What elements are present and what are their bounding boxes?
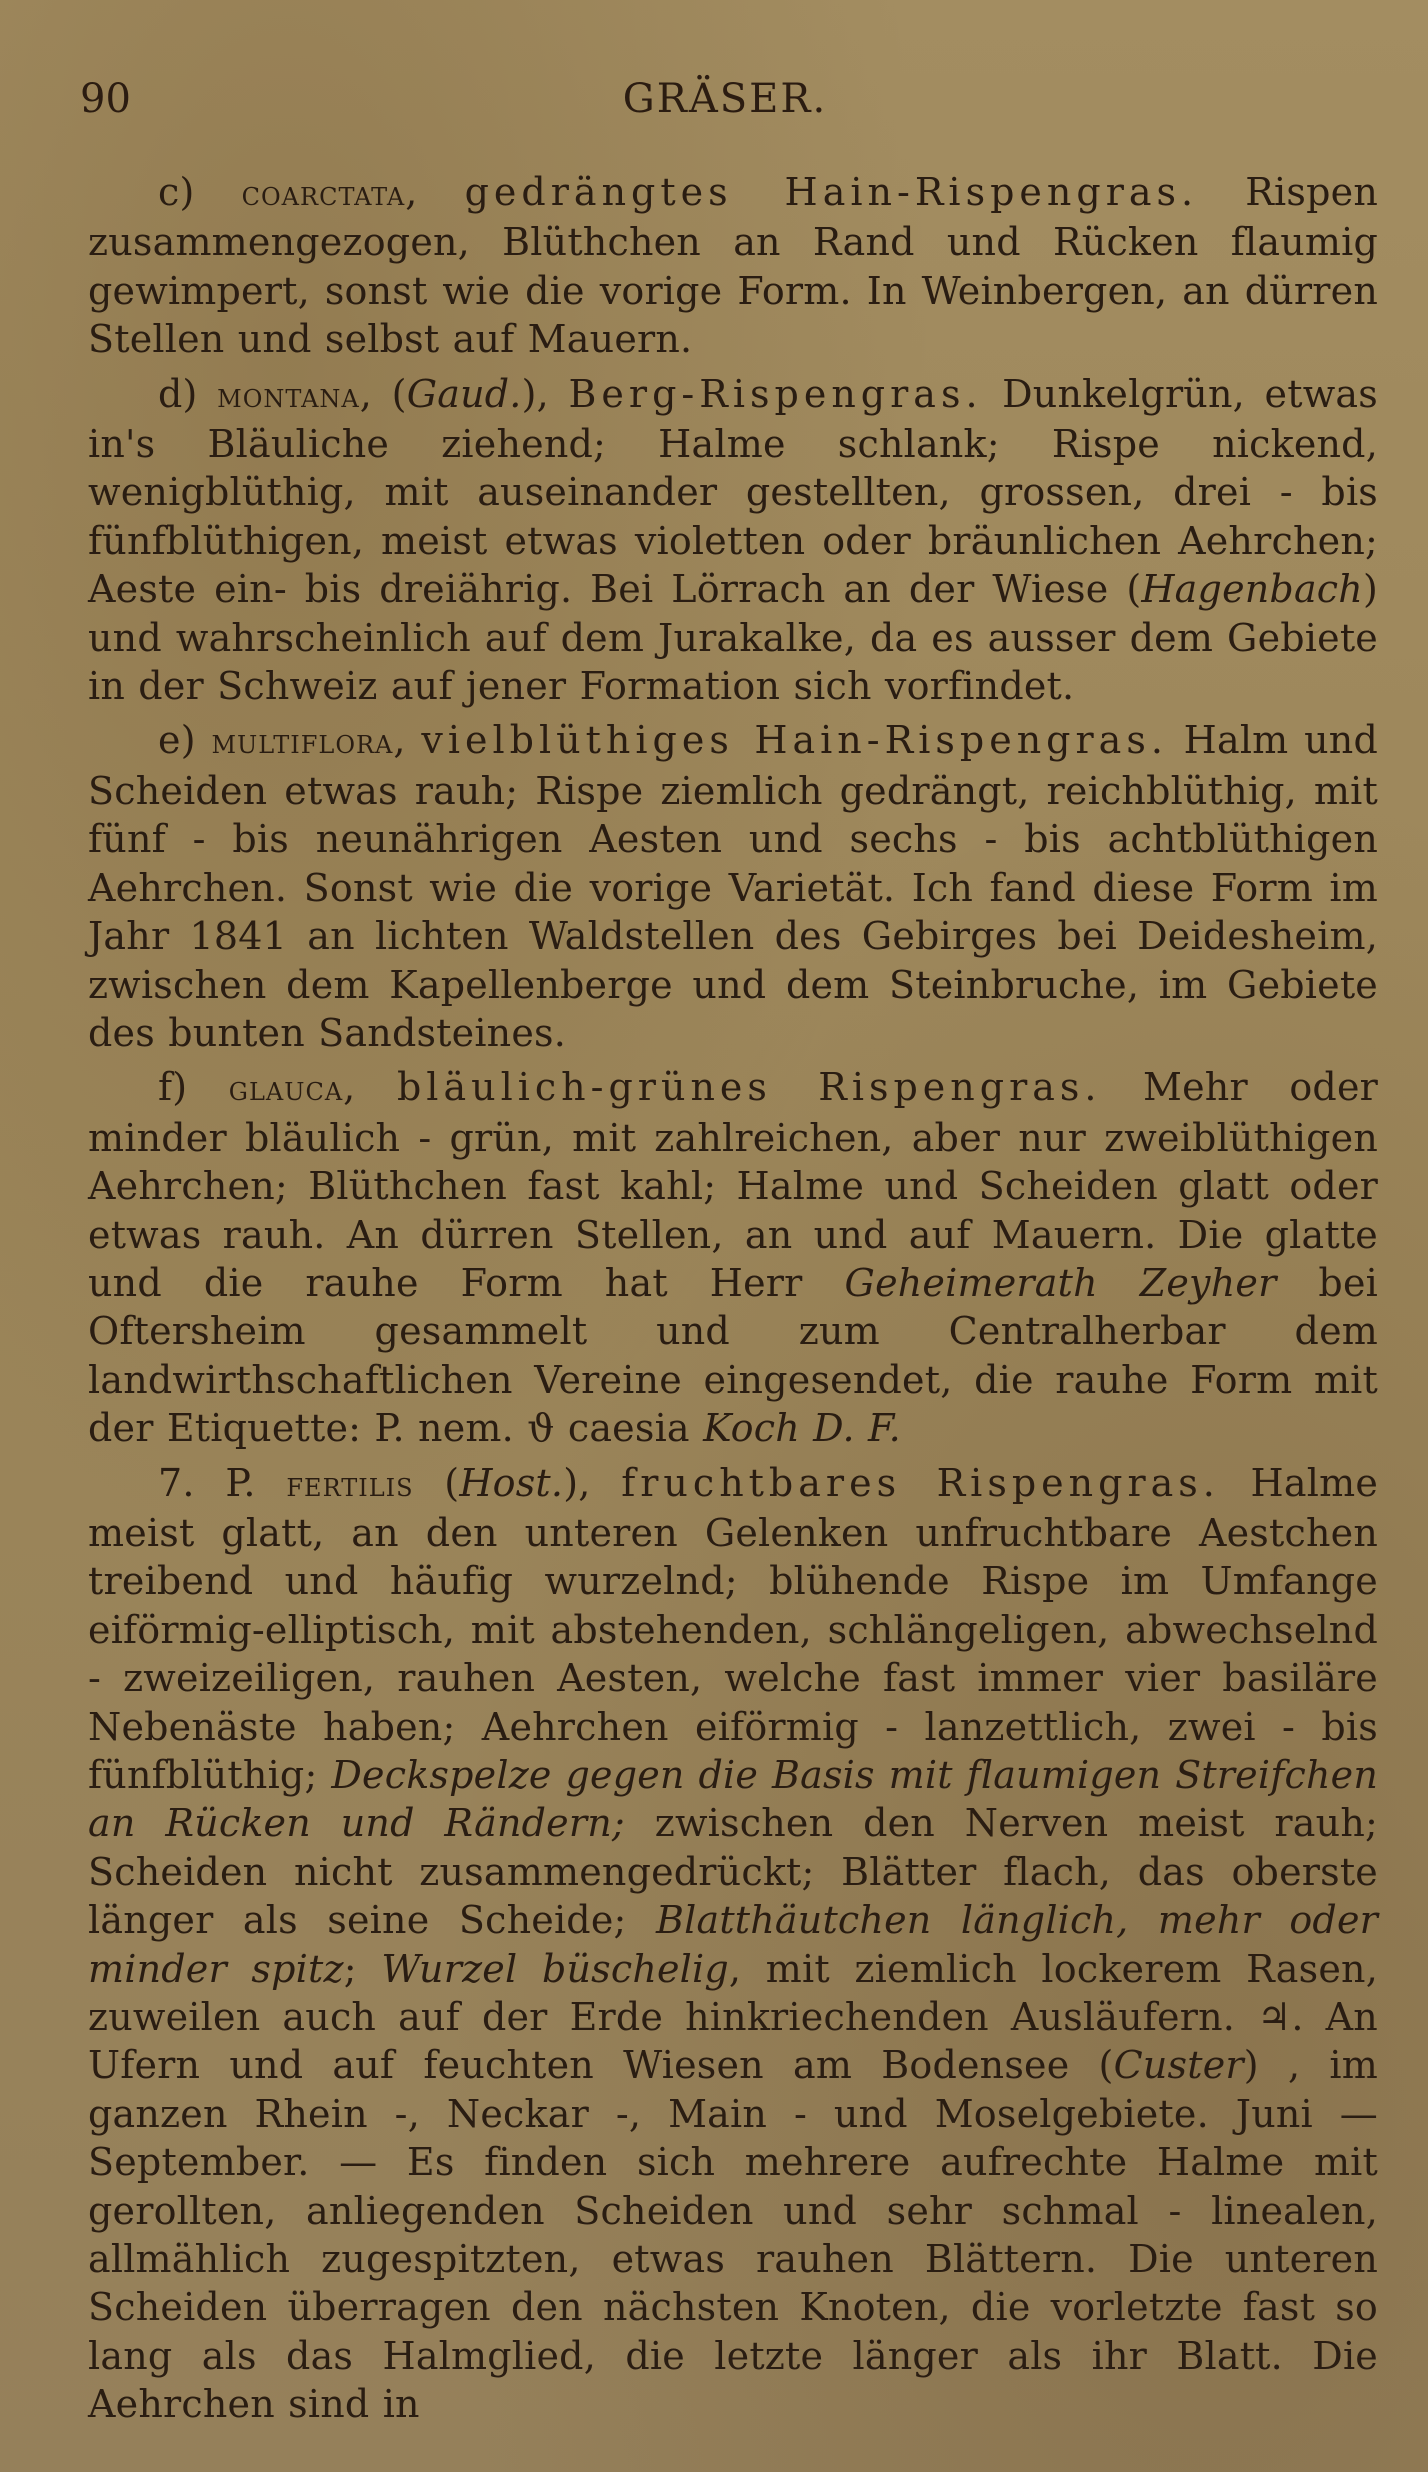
text-segment-it: Gaud. bbox=[406, 371, 522, 416]
text-segment-plain: f) bbox=[158, 1065, 229, 1110]
text-segment-spaced: vielblüthiges Hain-Rispengras. bbox=[421, 718, 1168, 763]
text-segment-plain: Halme meist glatt, an den unteren Gelenken unfruchtbare Aestchen treibend und häufig wurzelnd; blühende Rispe im Umfange eiförmig-elliptisch, mit abstehenden, schlängeligen, abwechselnd - zweizeiligen, rauhen Aesten, welche fast immer vier basiläre Nebenäste haben; Aehrchen eiförmig - lanzettlich, zwei - bis fünfblüthig; bbox=[88, 1460, 1379, 1797]
body-text bbox=[88, 168, 1378, 2429]
text-segment-plain: Mehr oder minder bläulich - grün, mit zahlreichen, aber nur zweiblüthigen Aehrchen; Blüthchen fast kahl; Halme und Scheiden glatt oder etwas rauh. An dürren Stellen, an und auf Mauern. Die glatte und die rauhe Form hat Herr bbox=[88, 1065, 1379, 1305]
text-segment-plain: , bbox=[343, 1065, 397, 1110]
paragraph-coarctata bbox=[88, 168, 1378, 364]
text-segment-it: Wurzel büschelig bbox=[381, 1946, 729, 1991]
text-segment-plain: c) bbox=[158, 170, 242, 214]
page-number: 90 bbox=[80, 76, 131, 122]
text-segment-it: Hagenbach bbox=[1141, 567, 1363, 612]
text-segment-it: Geheimerath Zeyher bbox=[844, 1260, 1277, 1305]
paragraph-multiflora bbox=[88, 716, 1378, 1057]
text-segment-plain: Rispen zusammengezogen, Blüthchen an Rand und Rücken flaumig gewimpert, sonst wie die vorige Form. In Weinbergen, an dürren Stellen und selbst auf Mauern. bbox=[88, 170, 1378, 362]
text-segment-it: Koch D. F. bbox=[703, 1406, 901, 1451]
paragraph-montana bbox=[88, 370, 1378, 711]
text-segment-it: Deckspelze gegen die Basis mit flaumigen Streifchen an Rücken und Rändern; bbox=[88, 1753, 1378, 1846]
text-segment-plain: ( bbox=[413, 1460, 460, 1505]
text-segment-plain: e) bbox=[158, 718, 212, 763]
text-segment-plain: , mit ziemlich lockerem Rasen, zuweilen auch auf der Erde hinkriechenden Ausläufern. ♃. An Ufern und auf feuchten Wiesen am Bodensee ( bbox=[88, 1946, 1378, 2088]
text-segment-plain: , bbox=[405, 170, 465, 214]
text-segment-spaced: Berg-Rispengras. bbox=[568, 371, 983, 416]
text-segment-sc: multiflora bbox=[211, 722, 394, 763]
text-segment-plain: Dunkelgrün, etwas in's Bläuliche ziehend; Halme schlank; Rispe nickend, wenigblüthig, mit auseinander gestellten, grossen, drei - bis fünfblüthigen, meist etwas violetten oder bräunlichen Aehrchen; Aeste ein- bis dreiährig. Bei Lörrach an der Wiese ( bbox=[88, 371, 1378, 612]
text-segment-plain: , ( bbox=[359, 371, 407, 416]
text-segment-spaced: bläulich-grünes Rispengras. bbox=[396, 1065, 1102, 1110]
text-segment-plain: ) und wahrscheinlich auf dem Jurakalke, da es ausser dem Gebiete in der Schweiz auf jener Formation sich vorfindet. bbox=[88, 567, 1378, 709]
text-segment-sc: glauca bbox=[228, 1069, 344, 1110]
text-segment-plain: Halm und Scheiden etwas rauh; Rispe ziemlich gedrängt, reichblüthig, mit fünf - bis neunährigen Aesten und sechs - bis achtblüthigen Aehrchen. Sonst wie die vorige Varietät. Ich fand diese Form im Jahr 1841 an lichten Waldstellen des Gebirges bei Deidesheim, zwischen dem Kapellenberge und dem Steinbruche, im Gebiete des bunten Sandsteines. bbox=[88, 718, 1379, 1055]
text-segment-plain: zwischen den Nerven meist rauh; Scheiden nicht zusammengedrückt; Blätter flach, das oberste länger als seine Scheide; bbox=[88, 1801, 1378, 1943]
text-segment-it: Host. bbox=[459, 1460, 564, 1505]
text-segment-plain: ), bbox=[521, 371, 569, 416]
text-segment-sc: coarctata bbox=[241, 174, 406, 214]
text-segment-spaced: fruchtbares Rispengras. bbox=[621, 1460, 1220, 1505]
text-segment-spaced: gedrängtes Hain-Rispengras. bbox=[464, 170, 1199, 214]
text-segment-sc: fertilis bbox=[286, 1464, 414, 1505]
running-head: GRÄSER. bbox=[622, 76, 828, 122]
text-segment-plain: 7. P. bbox=[158, 1460, 287, 1505]
text-segment-plain: ) , im ganzen Rhein -, Neckar -, Main - und Moselgebiete. Juni — September. — Es finden sich mehrere aufrechte Halme mit gerollten, anliegenden Scheiden und sehr schmal - linealen, allmählich zugespitzten, etwas rauhen Blättern. Die unteren Scheiden überragen den nächsten Knoten, die vorletzte fast so lang als das Halmglied, die letzte länger als ihr Blatt. Die Aehrchen sind in bbox=[88, 2043, 1378, 2427]
text-segment-sc: montana bbox=[217, 375, 360, 416]
paragraph-glauca bbox=[88, 1063, 1378, 1452]
text-segment-plain: , bbox=[393, 718, 422, 763]
text-segment-it: Custer bbox=[1113, 2043, 1244, 2088]
text-segment-plain: bei Oftersheim gesammelt und zum Centralherbar dem landwirthschaftlichen Vereine eingesendet, die rauhe Form mit der Etiquette: P. nem. ϑ caesia bbox=[88, 1260, 1378, 1451]
page-header bbox=[80, 76, 1370, 136]
text-segment-it: Blatthäutchen länglich, mehr oder minder spitz bbox=[88, 1898, 1379, 1991]
text-segment-plain: ; bbox=[343, 1946, 382, 1991]
paragraph-fertilis bbox=[88, 1459, 1378, 2429]
text-segment-plain: ), bbox=[563, 1460, 622, 1505]
text-segment-plain: d) bbox=[158, 371, 218, 416]
